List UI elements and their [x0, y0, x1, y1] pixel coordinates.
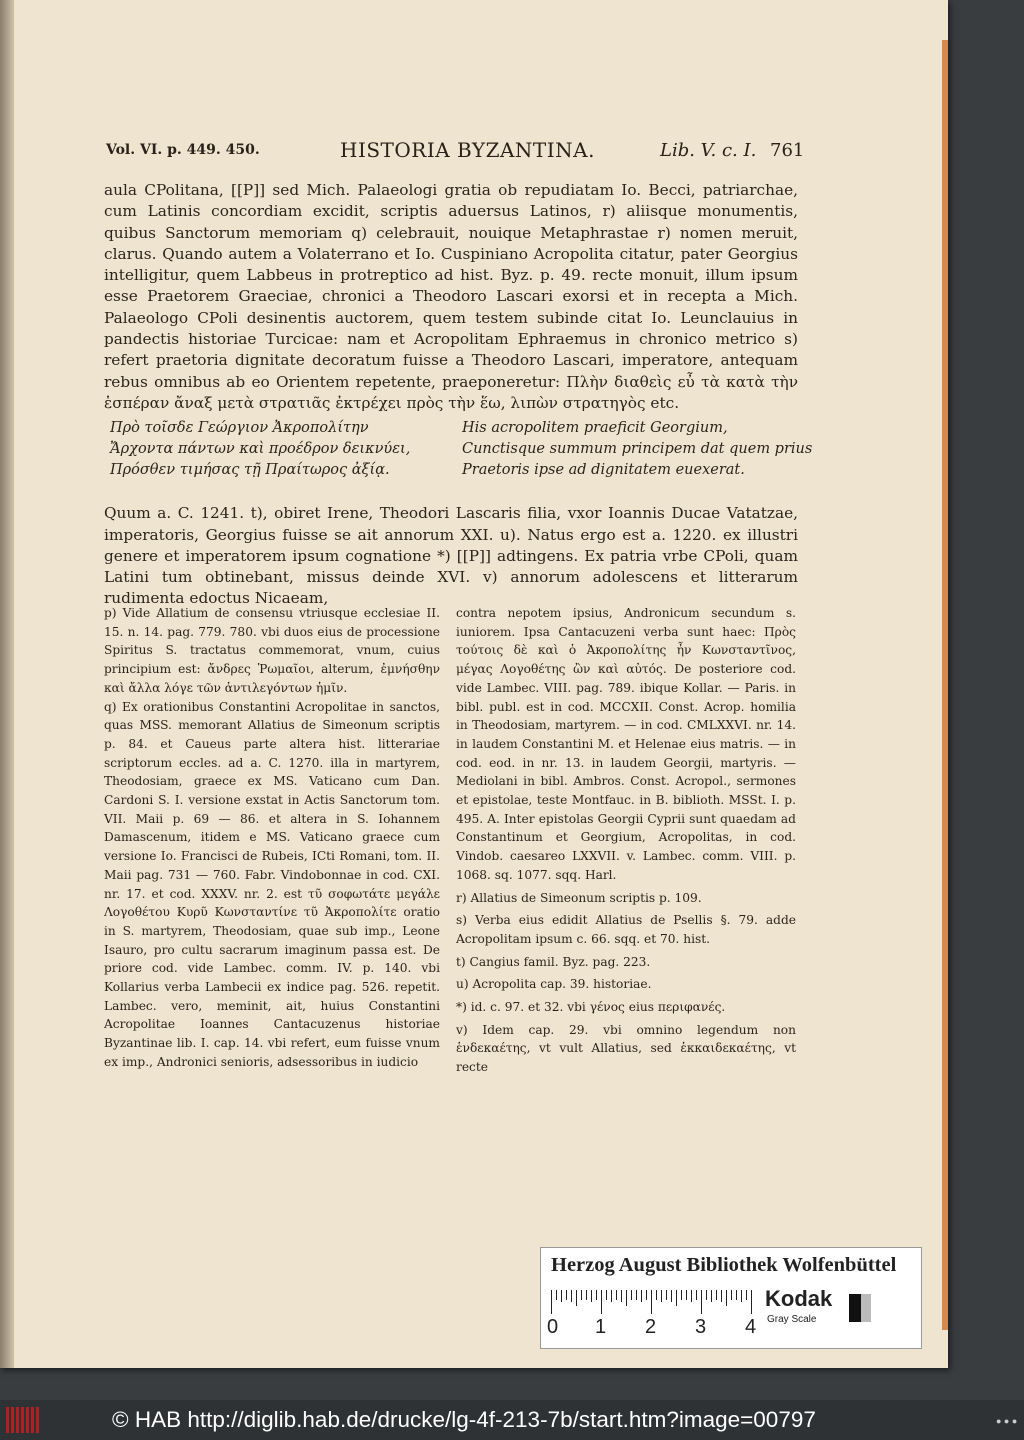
- scale-ruler: [551, 1290, 751, 1314]
- ruler-number: 0: [547, 1316, 559, 1338]
- footnote-v: v) Idem cap. 29. vbi omnino legendum non ἑνδεκαέτης, vt vult Allatius, sed ἑκκαιδεκαέτης, vt recte: [456, 1022, 796, 1075]
- page-number: 761: [770, 140, 805, 161]
- footnote-p: p) Vide Allatium de consensu vtriusque ecclesiae II. 15. n. 14. pag. 779. 780. vbi duos eius de processione Spiritus S. tractatus commemorat, vnum, cuius principium est: ἄνδρες Ῥωμαῖοι, alterum, ἐμνήσθην καὶ ἄλλα λόγε τῶν ἀντιλεγόντων ἡμῖν.: [104, 606, 440, 695]
- running-header: [100, 138, 805, 168]
- paragraph-1: aula CPolitana, [[P]] sed Mich. Palaeologi gratia ob repudiatam Io. Becci, patriarchae, cum Latinis concordiam excidit, scriptis aduersus Latinos, r) aliisque monumentis, quibus Sanctorum memoriam q) celebrauit, nouique Metaphrastae r) nomen meruit, clarus. Quando autem a Volaterrano et Io. Cuspiniano Acropolita citatur, pater Georgius intelligitur, quem Labbeus in protreptico ad hist. Byz. p. 49. recte monuit, illum ipsum esse Praetorem Graeciae, chronici a Theodoro Lascari exorsi et in recepta a Mich. Palaeologo CPoli desinentis auctorem, quem testem subinde citat Io. Leunclauius in pandectis historiae Turcicae: nam et Acropolitam Ephraemus in chronico metrico s) refert praetoria dignitate decoratum fuisse a Theodoro Lascari, imperatore, antequam rebus omnibus ab eo Orientem repetente, praeponeretur: Πλὴν διαθεὶς εὖ τὰ κατὰ τὴν ἑσπέραν ἄναξ μετὰ στρατιᾶς ἐκτρέχει πρὸς τὴν ἕω, λιπὼν στρατηγὸς etc.: [104, 181, 798, 412]
- swatch-black: [849, 1294, 861, 1322]
- more-dots-icon[interactable]: ● ● ●: [996, 1416, 1018, 1426]
- library-color-card: [540, 1247, 922, 1349]
- main-text-1: [104, 180, 798, 414]
- poem-latin-line: Cunctisque summum principem dat quem prius: [462, 441, 813, 457]
- footnote-u: u) Acropolita cap. 39. historiae.: [456, 977, 652, 992]
- swatch-gray: [861, 1294, 871, 1322]
- hab-logo-icon: [6, 1407, 40, 1433]
- gray-scale-label: Gray Scale: [767, 1314, 817, 1325]
- footnote-q: q) Ex orationibus Constantini Acropolitae in sanctos, quas MSS. memorant Allatius de Simeonum scriptis p. 84. et Caueus parte altera hist. litterariae scriptorum eccles. ad a. C. 1270. illa in martyrem, Theodosiam, graece ex MS. Vaticano cum Dan. Cardoni S. I. versione exstat in Actis Sanctorum tom. VII. Maii p. 69 — 86. et altera in S. Iohannem Damascenum, itidem e MS. Vaticano graece cum versione Io. Francisci de Rubeis, ICti Romani, tom. II. Maii pag. 731 — 760. Fabr. Vindobonnae in cod. CXI. nr. 17. et cod. XXXV. nr. 2. est τῦ σοφωτάτε μεγάλε Λογοθέτου Κυρῦ Κωνσταντίνε τῦ Ἀκροπολίτε oratio in S. martyrem, Theodosiam, quae sub imp., Leone Isauro, pro cultu sacrarum imaginum passa est. De priore cod. vide Lambec. comm. IV. p. 140. vbi Kollarius verba Lambecii ex indice pag. 526. repetit. Lambec. vero, meminit, ait, huius Constantini Acropolitae Ioannes Cantacuzenus historiae Byzantinae lib. I. cap. 14. vbi refert, eum fuisse vnum ex imp., Andronici senioris, adsessoribus in iudicio: [104, 699, 440, 1069]
- footnote-star: *) id. c. 97. et 32. vbi γένος eius περιφανές.: [456, 1000, 726, 1015]
- footnote-continuation: contra nepotem ipsius, Andronicum secundum s. iuniorem. Ipsa Cantacuzeni verba sunt haec: Πρὸς τούτοις δὲ καὶ ὁ Ἀκροπολίτης ἦν Κωνσταντῖνος, μέγας Λογοθέτης ὢν καὶ αὐτός. De posteriore cod. vide Lambec. VIII. pag. 789. ibique Kollar. — Paris. in bibl. publ. est in cod. MCCXII. Const. Acrop. homilia in Theodosiam, martyrem. — in cod. CMLXXVI. nr. 14. in laudem Constantini M. et Helenae eius matris. — in cod. eod. in nr. 13. in laudem Georgii, martyris. — Mediolani in bibl. Ambros. Const. Acropol., sermones et epistolae, teste Montfauc. in B. biblioth. MSSt. I. p. 495. A. Inter epistolas Georgii Cyprii sunt quaedam ad Constantinum et Georgium, Acropolitas, in cod. Vindob. caesareo LXXVII. v. Lambec. comm. VIII. p. 1068. sq. 1077. sqq. Harl.: [456, 606, 796, 882]
- page-edge: [942, 40, 948, 1330]
- poem-latin-line: Praetoris ipse ad dignitatem euexerat.: [462, 462, 745, 478]
- footnote-s: s) Verba eius edidit Allatius de Psellis §. 79. adde Acropolitam ipsum c. 66. sqq. et 70. hist.: [456, 913, 796, 946]
- paragraph-2: Quum a. C. 1241. t), obiret Irene, Theodori Lascaris filia, vxor Ioannis Ducae Vatatzae, imperatoris, Georgius fuisse se ait annorum XXI. u). Natus ergo est a. 1220. ex illustri genere et imperatorem ipsum cognatione *) [[P]] adtingens. Ex patria vrbe CPoli, quam Latini tum obtinebant, missus deinde XVI. v) annorum adolescens et litterarum rudimenta edoctus Nicaeam,: [104, 504, 798, 608]
- poem-greek: [110, 418, 460, 481]
- gray-swatches: [839, 1294, 879, 1322]
- kodak-logo: Kodak: [765, 1286, 833, 1311]
- swatch-white: [839, 1294, 849, 1322]
- ruler-numbers: [547, 1316, 771, 1340]
- book-chapter: Lib. V. c. I.: [660, 140, 757, 161]
- poem-greek-line: Ἄρχοντα πάντων καὶ προέδρον δεικνύει,: [110, 441, 411, 457]
- ruler-number: 3: [695, 1316, 707, 1338]
- volume-reference: Vol. VI. p. 449. 450.: [106, 142, 260, 158]
- footnotes-right-column: [456, 604, 796, 1077]
- poem-latin-line: His acropolitem praeficit Georgium,: [462, 420, 728, 436]
- ruler-number: 4: [745, 1316, 757, 1338]
- poem-greek-line: Πρόσθεν τιμήσας τῇ Πραίτωρος ἀξίᾳ.: [110, 462, 390, 478]
- running-title: HISTORIA BYZANTINA.: [340, 138, 595, 162]
- ruler-number: 1: [595, 1316, 607, 1338]
- footnotes-left-column: [104, 604, 440, 1072]
- copyright-link[interactable]: © HAB http://diglib.hab.de/drucke/lg-4f-213-7b/start.htm?image=00797: [112, 1407, 816, 1432]
- poem-latin: [462, 418, 813, 481]
- footnote-r: r) Allatius de Simeonum scriptis p. 109.: [456, 890, 702, 905]
- footnote-t: t) Cangius famil. Byz. pag. 223.: [456, 954, 651, 969]
- poem-greek-line: Πρὸ τοῖσδε Γεώργιον Ἀκροπολίτην: [110, 420, 369, 436]
- ruler-number: 2: [645, 1316, 657, 1338]
- library-name: Herzog August Bibliothek Wolfenbüttel: [551, 1254, 897, 1276]
- poem-block: [110, 418, 813, 484]
